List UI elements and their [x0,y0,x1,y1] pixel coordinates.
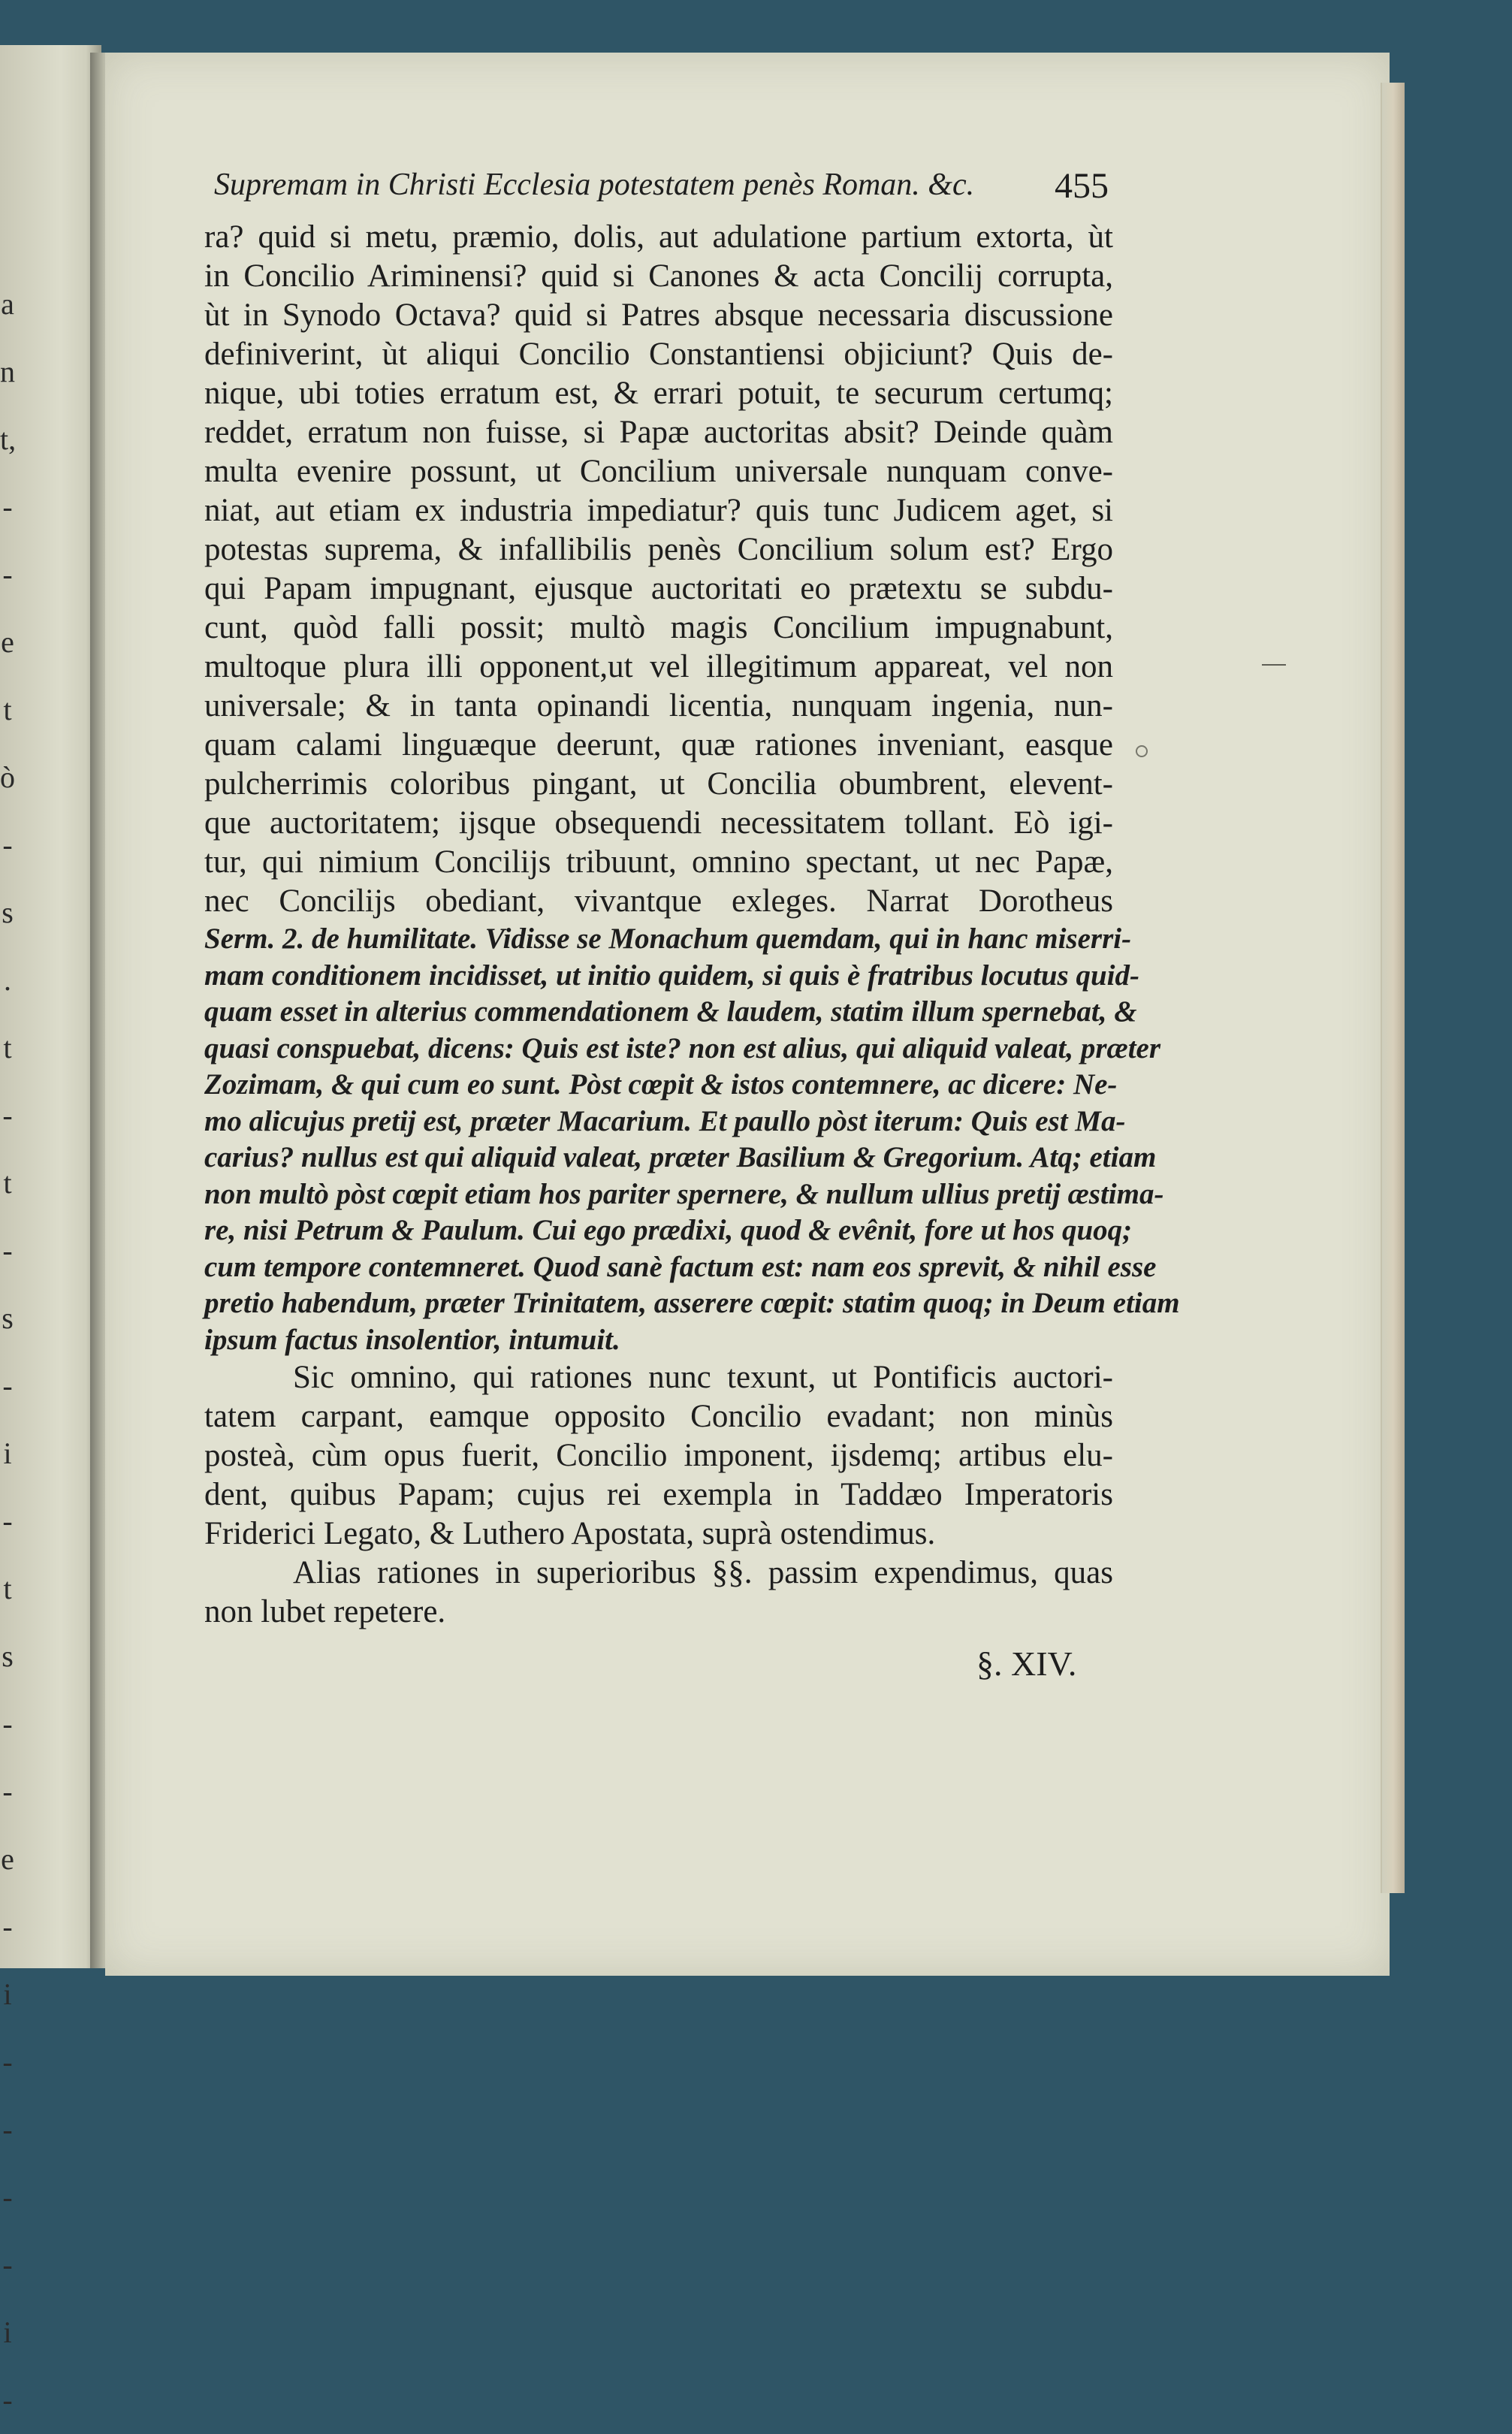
margin-blot [1136,745,1148,757]
text-line: posteà, cùm opus fuerit, Concilio imponent, ijsdemq; artibus elu- [204,1438,1113,1473]
facing-page-char: - [2,1369,13,1403]
text-line: Friderici Legato, & Luthero Apostata, suprà ostendimus. [204,1516,936,1551]
text-line: Sic omnino, qui rationes nunc texunt, ut Pontificis auctori- [293,1360,1113,1395]
text-line: niat, aut etiam ex industria impediatur? quis tunc Judicem aget, si [204,493,1113,528]
facing-page-char: - [2,2248,13,2281]
text-line: qui Papam impugnant, ejusque auctoritati eo prætextu se subdu- [204,571,1113,606]
page-edge [1381,83,1405,1893]
text-line: pulcherrimis coloribus pingant, ut Concilia obumbrent, elevent- [204,766,1113,802]
facing-page [0,45,101,2417]
facing-page-char: s [2,895,14,929]
facing-page-char: i [3,1436,12,1470]
text-line: dent, quibus Papam; cujus rei exempla in Taddæo Imperatoris [204,1477,1113,1512]
facing-page-char: e [1,625,14,659]
catchword: §. XIV. [976,1644,1077,1683]
page-body [204,218,1180,1632]
facing-page-char: t [3,1031,12,1064]
text-line: reddet, erratum non fuisse, si Papæ auctoritas absit? Deinde quàm [204,415,1113,450]
facing-page-char: - [2,557,13,591]
facing-page-char: i [3,1977,12,2011]
quotation-block [204,921,1180,1358]
facing-page-char: - [2,1910,13,1943]
text-line: non lubet repetere. [204,1594,446,1629]
text-line: in Concilio Ariminensi? quid si Canones & acta Concilij corrupta, [204,258,1113,294]
quote-line: mam conditionem incidisset, ut initio quidem, si quis è fratribus locutus quid- [204,959,1139,992]
facing-page-char: t [3,693,12,726]
paragraph-3 [204,1554,1113,1632]
quote-line: quasi conspuebat, dicens: Quis est iste? non est alius, qui aliquid valeat, præter [204,1031,1161,1064]
facing-page-char: . [4,963,11,997]
running-head: Supremam in Christi Ecclesia potestatem penès Roman. &c. [214,168,975,202]
facing-page-char: - [2,2112,13,2146]
facing-page-char: - [2,1234,13,1267]
quote-line: mo alicujus pretij est, præter Macarium. Et paullo pòst iterum: Quis est Ma- [204,1104,1126,1137]
facing-page-char: a [1,287,14,321]
facing-page-char: t, [0,422,17,456]
paragraph-2 [204,1358,1113,1554]
facing-page-char: t [3,1572,12,1605]
facing-page-char: - [2,1774,13,1808]
page-number: 455 [1055,166,1109,206]
facing-page-char: e [1,1842,14,1876]
quote-line: quam esset in alterius commendationem & laudem, statim illum spernebat, & [204,995,1137,1028]
text-line: nique, ubi toties erratum est, & errari potuit, te securum certumq; [204,376,1113,411]
facing-page-char: - [2,2180,13,2214]
facing-page-char: - [2,1098,13,1132]
text-line: ùt in Synodo Octava? quid si Patres absque necessaria discussione [204,297,1113,333]
facing-page-char: - [2,828,13,862]
facing-page-char: i [3,2315,12,2349]
text-line: universale; & in tanta opinandi licentia, nunquam ingenia, nun- [204,688,1113,723]
quote-line: carius? nullus est qui aliquid valeat, præter Basilium & Gregorium. Atq; etiam [204,1141,1157,1173]
text-line: cunt, quòd falli possit; multò magis Concilium impugnabunt, [204,610,1113,645]
facing-page-char: s [2,1301,14,1335]
text-line: multoque plura illi opponent,ut vel illegitimum appareat, vel non [204,649,1113,684]
facing-page-char: - [2,1504,13,1538]
text-line: tur, qui nimium Concilijs tribuunt, omnino spectant, ut nec Papæ, [204,844,1113,880]
quote-line: Zozimam, & qui cum eo sunt. Pòst cœpit & istos contemnere, ac dicere: Ne- [204,1068,1118,1101]
facing-page-char: - [2,2383,13,2417]
text-line: nec Concilijs obediant, vivantque exleges. Narrat Dorotheus [204,883,1113,919]
facing-page-char: ò [0,760,15,794]
facing-page-char: t [3,1166,12,1200]
quote-line: pretio habendum, præter Trinitatem, asserere cœpit: statim quoq; in Deum etiam [204,1287,1180,1319]
quote-line: re, nisi Petrum & Paulum. Cui ego prædixi, quod & evênit, fore ut hos quoq; [204,1214,1133,1246]
facing-page-char: s [2,1639,14,1673]
facing-page-char: - [2,1707,13,1741]
facing-page-char: - [2,490,13,524]
text-line: quam calami linguæque deerunt, quæ rationes inveniant, easque [204,727,1113,763]
text-line: definiverint, ùt aliqui Concilio Constantiensi objiciunt? Quis de- [204,337,1113,372]
text-line: que auctoritatem; ijsque obsequendi necessitatem tollant. Eò igi- [204,805,1113,841]
text-line: multa evenire possunt, ut Concilium universale nunquam conve- [204,454,1113,489]
quote-line: cum tempore contemneret. Quod sanè factum est: nam eos sprevit, & nihil esse [204,1250,1157,1283]
text-line: ra? quid si metu, præmio, dolis, aut adulatione partium extorta, ùt [204,219,1113,255]
text-line: potestas suprema, & infallibilis penès Concilium solum est? Ergo [204,532,1113,567]
facing-page-char: n [0,355,15,388]
text-line: Alias rationes in superioribus §§. passim expendimus, quas [293,1555,1113,1590]
text-line: tatem carpant, eamque opposito Concilio evadant; non minùs [204,1399,1113,1434]
margin-mark [1262,664,1286,666]
facing-page-char: - [2,2045,13,2079]
quote-line: ipsum factus insolentior, intumuit. [204,1323,620,1356]
quote-line: Serm. 2. de humilitate. Vidisse se Monachum quemdam, qui in hanc miserri- [204,923,1132,955]
paragraph-1 [204,218,1113,921]
facing-page-margin-text [0,270,15,2434]
quote-line: non multò pòst cœpit etiam hos pariter spernere, & nullum ullius pretij æstima- [204,1177,1164,1210]
